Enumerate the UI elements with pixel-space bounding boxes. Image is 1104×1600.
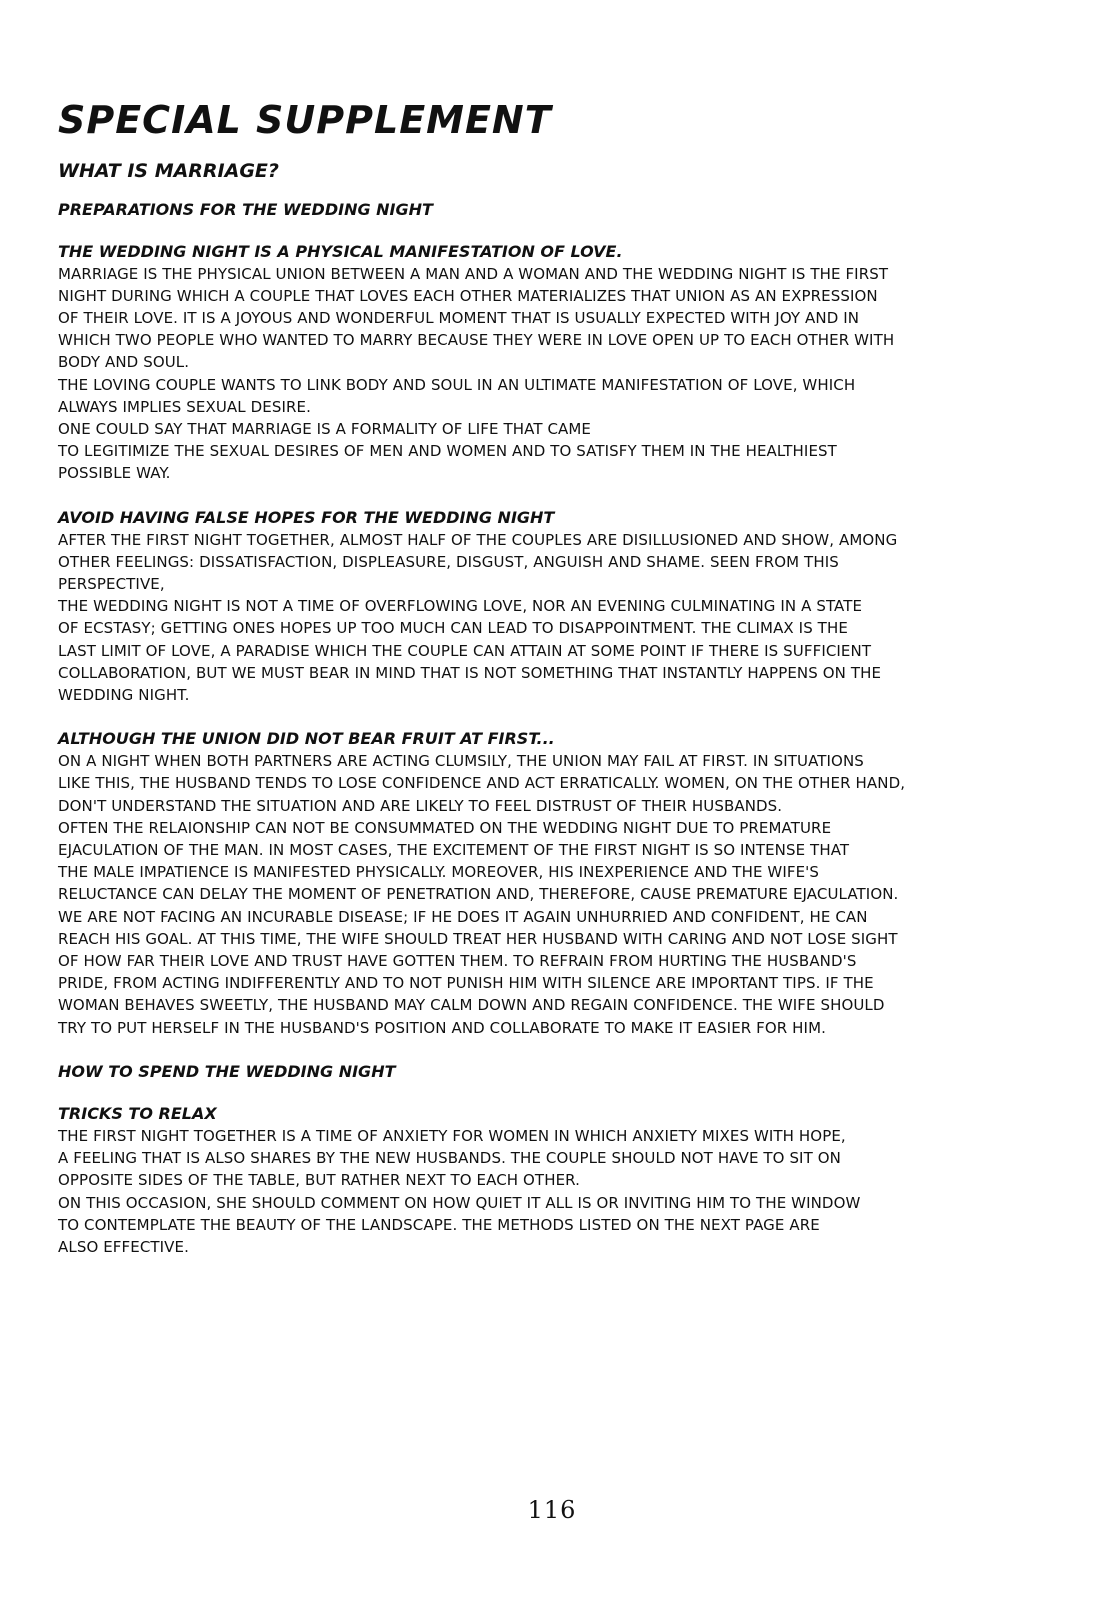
section-body: THE FIRST NIGHT TOGETHER IS A TIME OF ANXIETY FOR WOMEN IN WHICH ANXIETY MIXES WITH HOPE, A FEELING THAT IS ALSO SHARES BY THE NEW HUSBANDS. THE COUPLE SHOULD NOT HAVE TO SIT ON OPPOSITE SIDES OF THE TABLE, BUT RATHER NEXT TO EACH OTHER. ON THIS OCCASION, SHE SHOULD COMMENT ON HOW QUIET IT ALL IS OR INVITING HIM TO THE WINDOW TO CONTEMPLATE THE BEAUTY OF THE LANDSCAPE. THE METHODS LISTED ON THE NEXT PAGE ARE ALSO EFFECTIVE. <box>58 1126 861 1256</box>
page-subtitle: WHAT IS MARRIAGE? <box>58 159 279 182</box>
section-union-fruit <box>58 728 1068 1039</box>
section-body: AFTER THE FIRST NIGHT TOGETHER, ALMOST HALF OF THE COUPLES ARE DISILLUSIONED AND SHOW, AMONG OTHER FEELINGS: DISSATISFACTION, DISPLEASURE, DISGUST, ANGUISH AND SHAME. SEEN FROM THIS PERSPECTIVE, THE WEDDING NIGHT IS NOT A TIME OF OVERFLOWING LOVE, NOR AN EVENING CULMINATING IN A STATE OF ECSTASY; GETTING ONES HOPES UP TOO MUCH CAN LEAD TO DISAPPOINTMENT. THE CLIMAX IS THE LAST LIMIT OF LOVE, A PARADISE WHICH THE COUPLE CAN ATTAIN AT SOME POINT IF THERE IS SUFFICIENT COLLABORATION, BUT WE MUST BEAR IN MIND THAT IS NOT SOMETHING THAT INSTANTLY HAPPENS ON THE WEDDING NIGHT. <box>58 530 898 705</box>
spend-heading: HOW TO SPEND THE WEDDING NIGHT <box>58 1061 396 1081</box>
page-title: SPECIAL SUPPLEMENT <box>58 98 552 142</box>
document-page <box>58 100 1068 1272</box>
section-heading: THE WEDDING NIGHT IS A PHYSICAL MANIFESTATION OF LOVE. <box>58 241 623 261</box>
section-heading: AVOID HAVING FALSE HOPES FOR THE WEDDING NIGHT <box>58 507 555 527</box>
section-body: ON A NIGHT WHEN BOTH PARTNERS ARE ACTING CLUMSILY, THE UNION MAY FAIL AT FIRST. IN SITUATIONS LIKE THIS, THE HUSBAND TENDS TO LOSE CONFIDENCE AND ACT ERRATICALLY. WOMEN, ON THE OTHER HAND, DON'T UNDERSTAND THE SITUATION AND ARE LIKELY TO FEEL DISTRUST OF THEIR HUSBANDS. OFTEN THE RELAIONSHIP CAN NOT BE CONSUMMATED ON THE WEDDING NIGHT DUE TO PREMATURE EJACULATION OF THE MAN. IN MOST CASES, THE EXCITEMENT OF THE FIRST NIGHT IS SO INTENSE THAT THE MALE IMPATIENCE IS MANIFESTED PHYSICALLY. MOREOVER, HIS INEXPERIENCE AND THE WIFE'S RELUCTANCE CAN DELAY THE MOMENT OF PENETRATION AND, THEREFORE, CAUSE PREMATURE EJACULATION. WE ARE NOT FACING AN INCURABLE DISEASE; IF HE DOES IT AGAIN UNHURRIED AND CONFIDENT, HE CAN REACH HIS GOAL. AT THIS TIME, THE WIFE SHOULD TREAT HER HUSBAND WITH CARING AND NOT LOSE SIGHT OF HOW FAR THEIR LOVE AND TRUST HAVE GOTTEN THEM. TO REFRAIN FROM HURTING THE HUSBAND'S PRIDE, FROM ACTING INDIFFERENTLY AND TO NOT PUNISH HIM WITH SILENCE ARE IMPORTANT TIPS. IF THE WOMAN BEHAVES SWEETLY, THE HUSBAND MAY CALM DOWN AND REGAIN CONFIDENCE. THE WIFE SHOULD TRY TO PUT HERSELF IN THE HUSBAND'S POSITION AND COLLABORATE TO MAKE IT EASIER FOR HIM. <box>58 752 906 1037</box>
section-tricks-relax <box>58 1103 1068 1258</box>
section-physical-manifestation <box>58 241 1068 485</box>
section-false-hopes <box>58 507 1068 707</box>
section-heading: TRICKS TO RELAX <box>58 1103 217 1123</box>
section-body: MARRIAGE IS THE PHYSICAL UNION BETWEEN A MAN AND A WOMAN AND THE WEDDING NIGHT IS THE FIRST NIGHT DURING WHICH A COUPLE THAT LOVES EACH OTHER MATERIALIZES THAT UNION AS AN EXPRESSION OF THEIR LOVE. IT IS A JOYOUS AND WONDERFUL MOMENT THAT IS USUALLY EXPECTED WITH JOY AND IN WHICH TWO PEOPLE WHO WANTED TO MARRY BECAUSE THEY WERE IN LOVE OPEN UP TO EACH OTHER WITH BODY AND SOUL. THE LOVING COUPLE WANTS TO LINK BODY AND SOUL IN AN ULTIMATE MANIFESTATION OF LOVE, WHICH ALWAYS IMPLIES SEXUAL DESIRE. ONE COULD SAY THAT MARRIAGE IS A FORMALITY OF LIFE THAT CAME TO LEGITIMIZE THE SEXUAL DESIRES OF MEN AND WOMEN AND TO SATISFY THEM IN THE HEALTHIEST POSSIBLE WAY. <box>58 264 895 483</box>
preparations-heading: PREPARATIONS FOR THE WEDDING NIGHT <box>58 199 433 219</box>
section-heading: ALTHOUGH THE UNION DID NOT BEAR FRUIT AT FIRST... <box>58 729 555 749</box>
page-number: 116 <box>527 1496 577 1524</box>
